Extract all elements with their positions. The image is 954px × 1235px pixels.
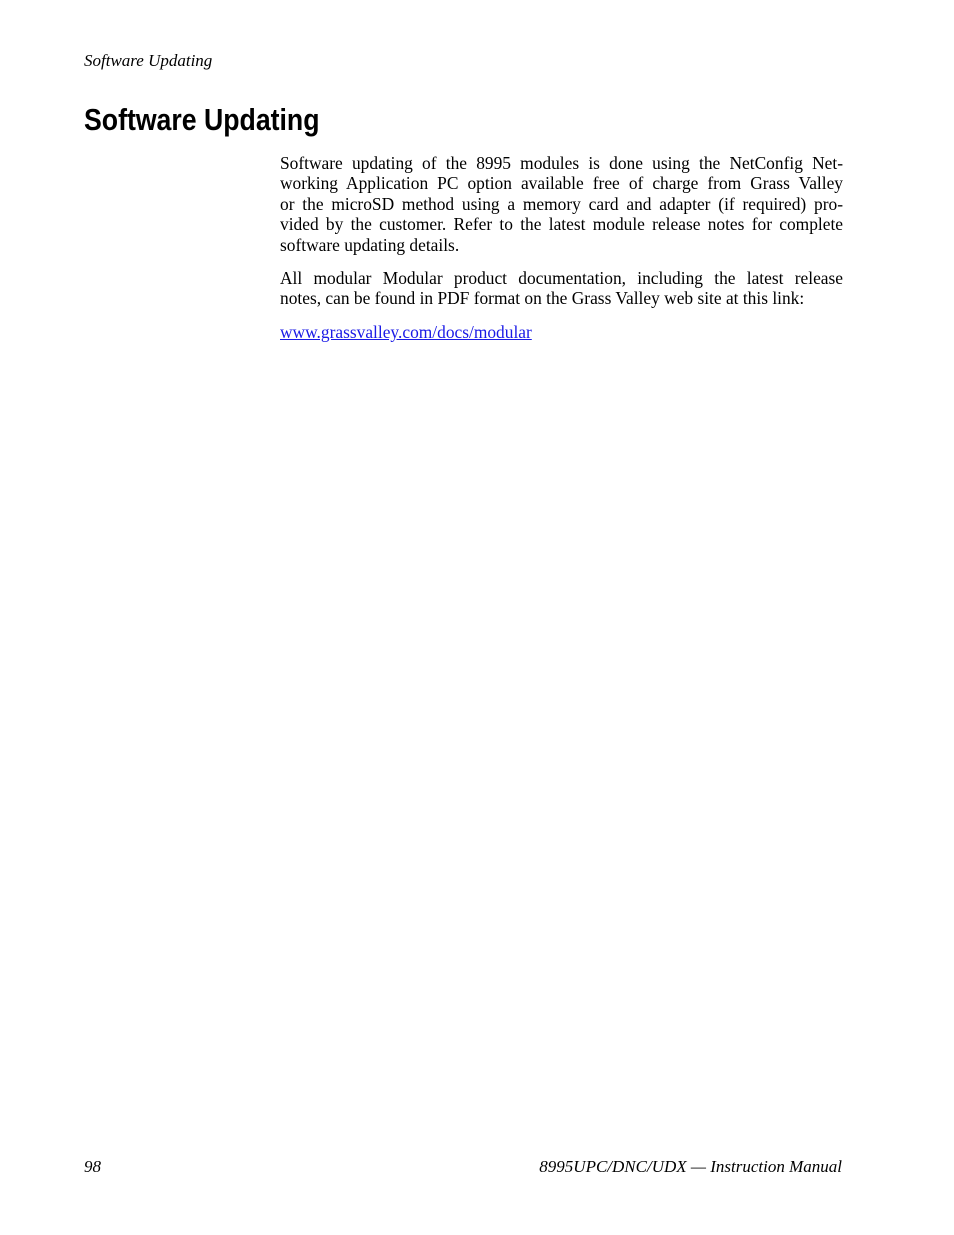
paragraph-line: software updating details. (280, 234, 460, 255)
running-header: Software Updating (84, 51, 213, 70)
paragraph-line: vided by the customer. Refer to the latest module release notes for complete (280, 214, 843, 235)
paragraph-line: Software updating of the 8995 modules is done using the NetConfig Net- (280, 153, 843, 173)
paragraph-line: or the microSD method using a memory card and adapter (if required) pro- (280, 193, 843, 214)
paragraph-link (280, 322, 843, 342)
page-number: 98 (84, 1157, 101, 1176)
manual-title: 8995UPC/DNC/UDX — Instruction Manual (539, 1157, 842, 1176)
page-title: Software Updating (84, 102, 320, 137)
paragraph-line: notes, can be found in PDF format on the Grass Valley web site at this link: (280, 288, 805, 309)
documentation-link[interactable]: www.grassvalley.com/docs/modular (280, 321, 532, 342)
paragraph-documentation (280, 268, 843, 309)
paragraph-line: All modular Modular product documentation, including the latest release (280, 268, 843, 289)
paragraph-software-updating (280, 153, 843, 255)
body-text (280, 153, 843, 355)
paragraph-line: working Application PC option available free of charge from Grass Valley (280, 173, 843, 194)
